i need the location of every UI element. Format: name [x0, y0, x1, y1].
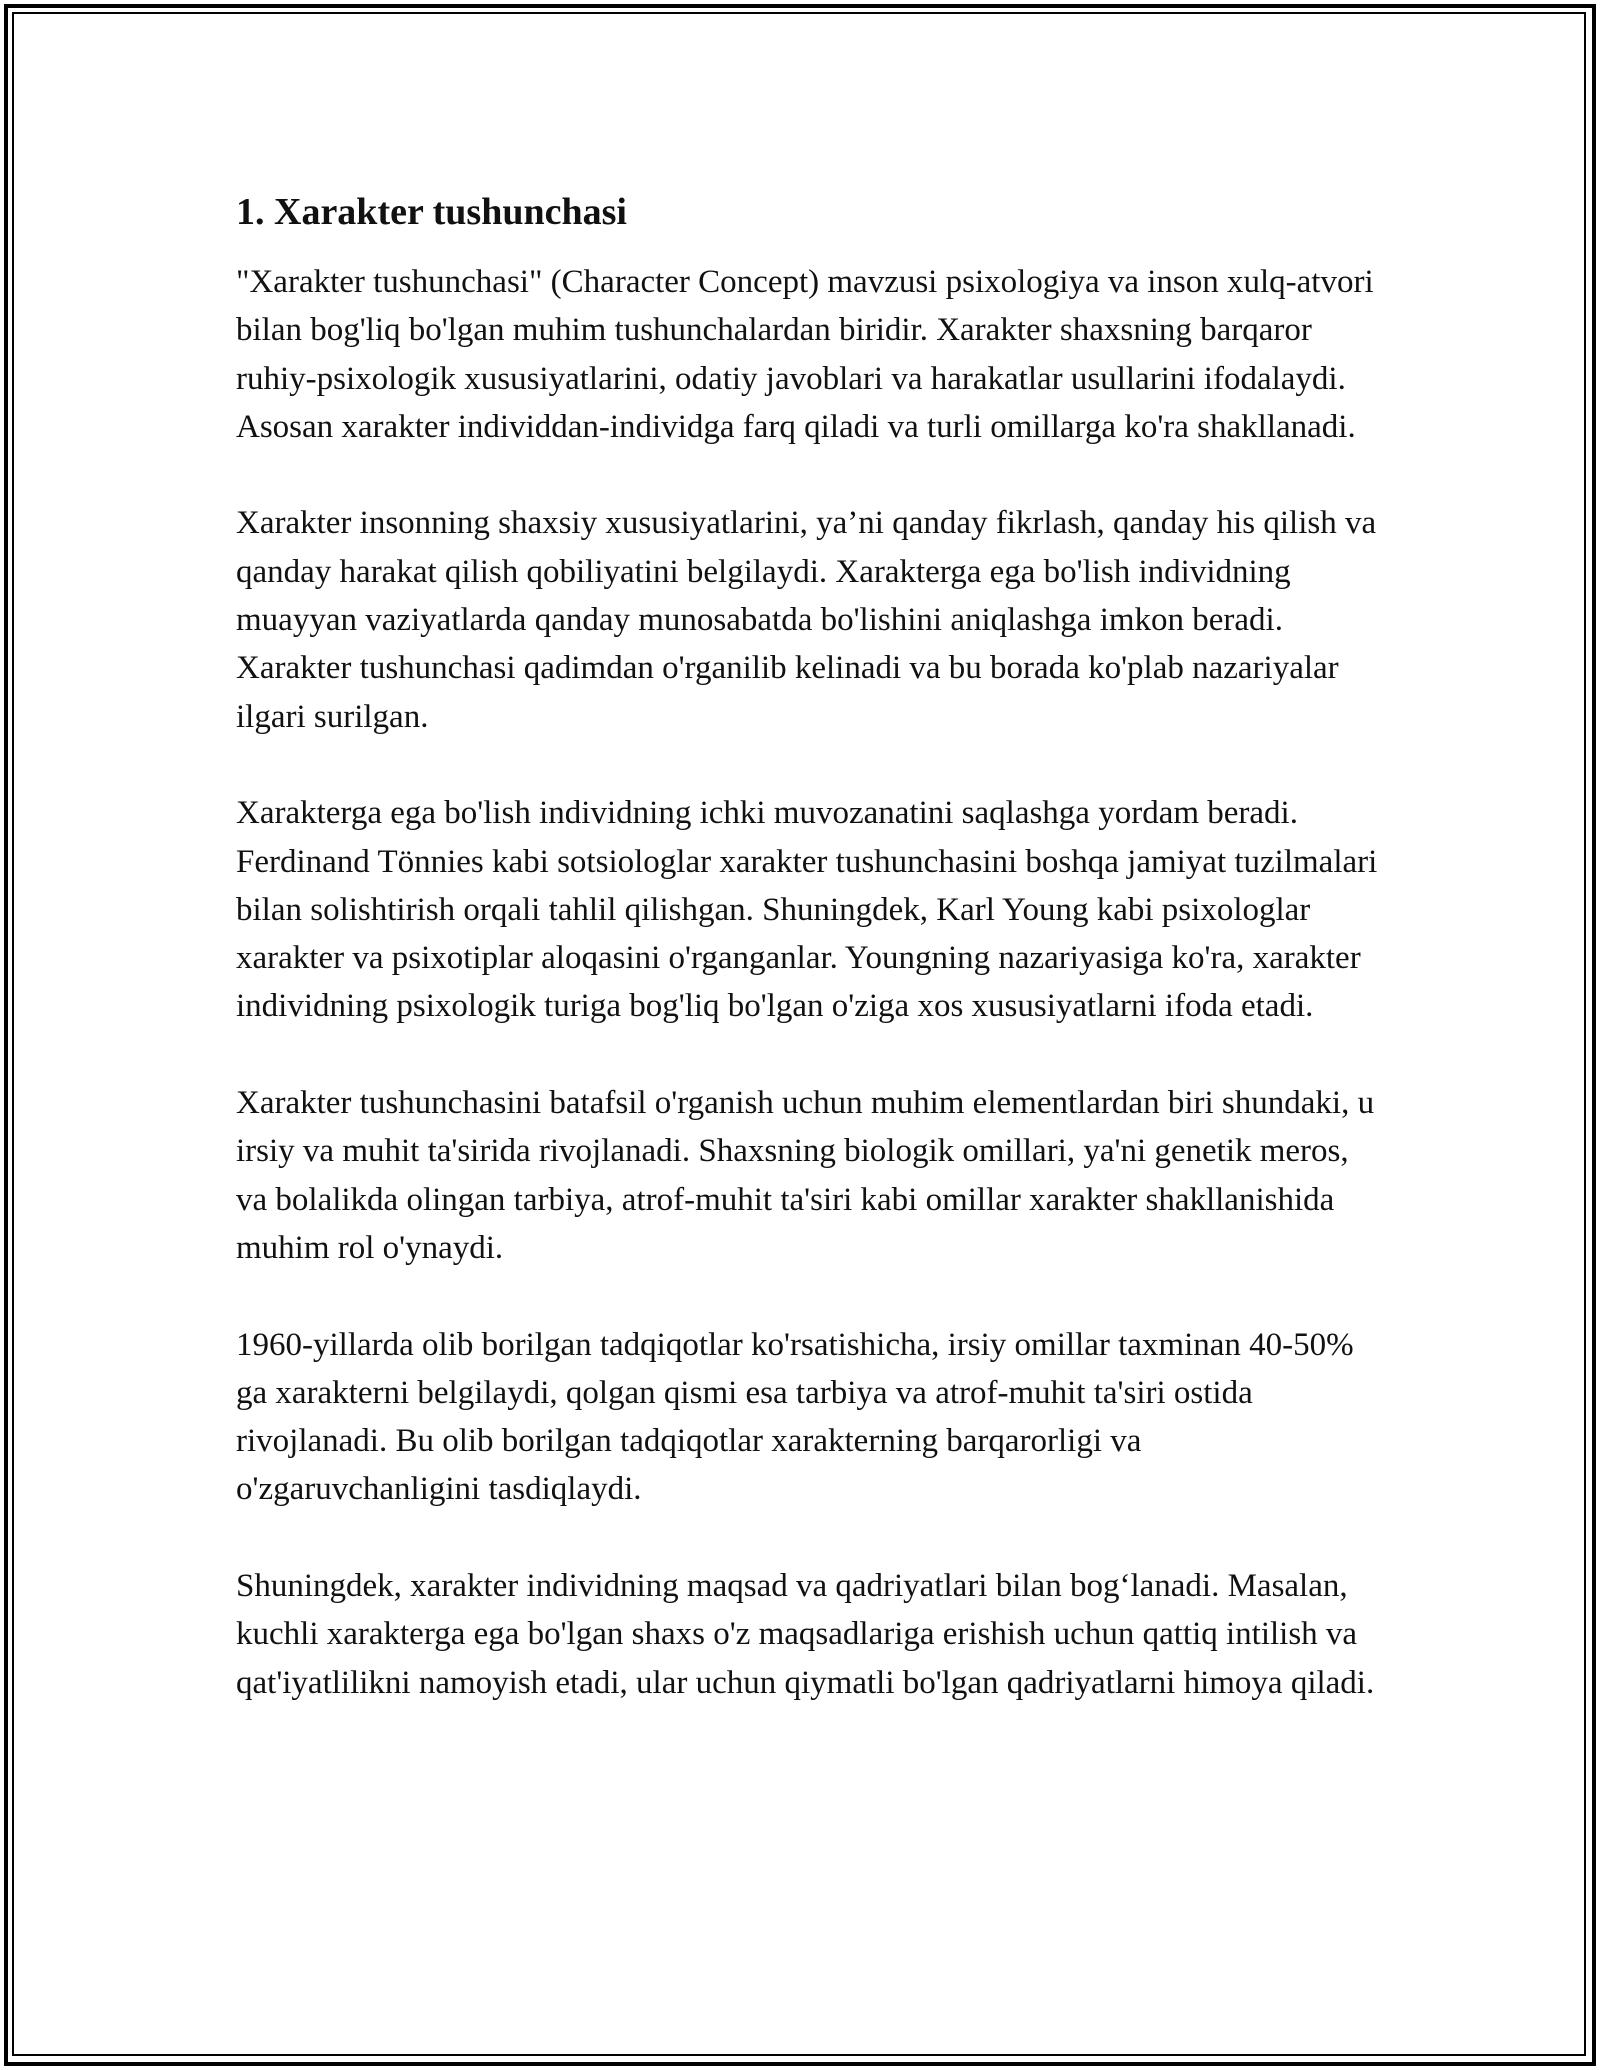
paragraph-6: Shuningdek, xarakter individning maqsad va qadriyatlari bilan bog‘lanadi. Masalan, kuchli xarakterga ega bo'lgan shaxs o'z maqsadlariga erishish uchun qattiq intilish va qat'iyatlilikni namoyish etadi, ular uchun qiymatli bo'lgan qadriyatlarni himoya qiladi.: [236, 1568, 1375, 1701]
paragraph-4: Xarakter tushunchasini batafsil o'rganish uchun muhim elementlardan biri shundaki, u irsiy va muhit ta'sirida rivojlanadi. Shaxsning biologik omillari, ya'ni genetik meros, va bolalikda olingan tarbiya, atrof-muhit ta'siri kabi omillar xarakter shakllanishida muhim rol o'ynaydi.: [236, 1085, 1375, 1266]
paragraph-5: 1960-yillarda olib borilgan tadqiqotlar ko'rsatishicha, irsiy omillar taxminan 40-50% ga xarakterni belgilaydi, qolgan qismi esa tarbiya va atrof-muhit ta'siri ostida rivojlanadi. Bu olib borilgan tadqiqotlar xarakterning barqarorligi va o'zgaruvchanligini tasdiqlaydi.: [236, 1326, 1354, 1508]
paragraph-3: Xarakterga ega bo'lish individning ichki muvozanatini saqlashga yordam beradi. Ferdinand Tönnies kabi sotsiologlar xarakter tushunchasini boshqa jamiyat tuzilmalari bilan solishtirish orqali tahlil qilishgan. Shuningdek, Karl Young kabi psixologlar xarakter va psixotiplar aloqasini o'rganganlar. Youngning nazariyasiga ko'ra, xarakter individning psixologik turiga bog'liq bo'lgan o'ziga xos xususiyatlarni ifoda etadi.: [236, 795, 1378, 1025]
paragraph-1: "Xarakter tushunchasi" (Character Concept) mavzusi psixologiya va inson xulq-atvori bilan bog'liq bo'lgan muhim tushunchalardan biridir. Xarakter shaxsning barqaror ruhiy-psixologik xususiyatlarini, odatiy javoblari va harakatlar usullarini ifodalaydi. Asosan xarakter individdan-individga farq qiladi va turli omillarga ko'ra shakllanadi.: [236, 264, 1374, 445]
section-heading: 1. Xarakter tushunchasi: [236, 191, 627, 233]
document-body: [236, 186, 1384, 1755]
paragraph-2: Xarakter insonning shaxsiy xususiyatlarini, ya’ni qanday fikrlash, qanday his qilish va qanday harakat qilish qobiliyatini belgilaydi. Xarakterga ega bo'lish individning muayyan vaziyatlarda qanday munosabatda bo'lishini aniqlashga imkon beradi. Xarakter tushunchasi qadimdan o'rganilib kelinadi va bu borada ko'plab nazariyalar ilgari surilgan.: [236, 505, 1377, 735]
